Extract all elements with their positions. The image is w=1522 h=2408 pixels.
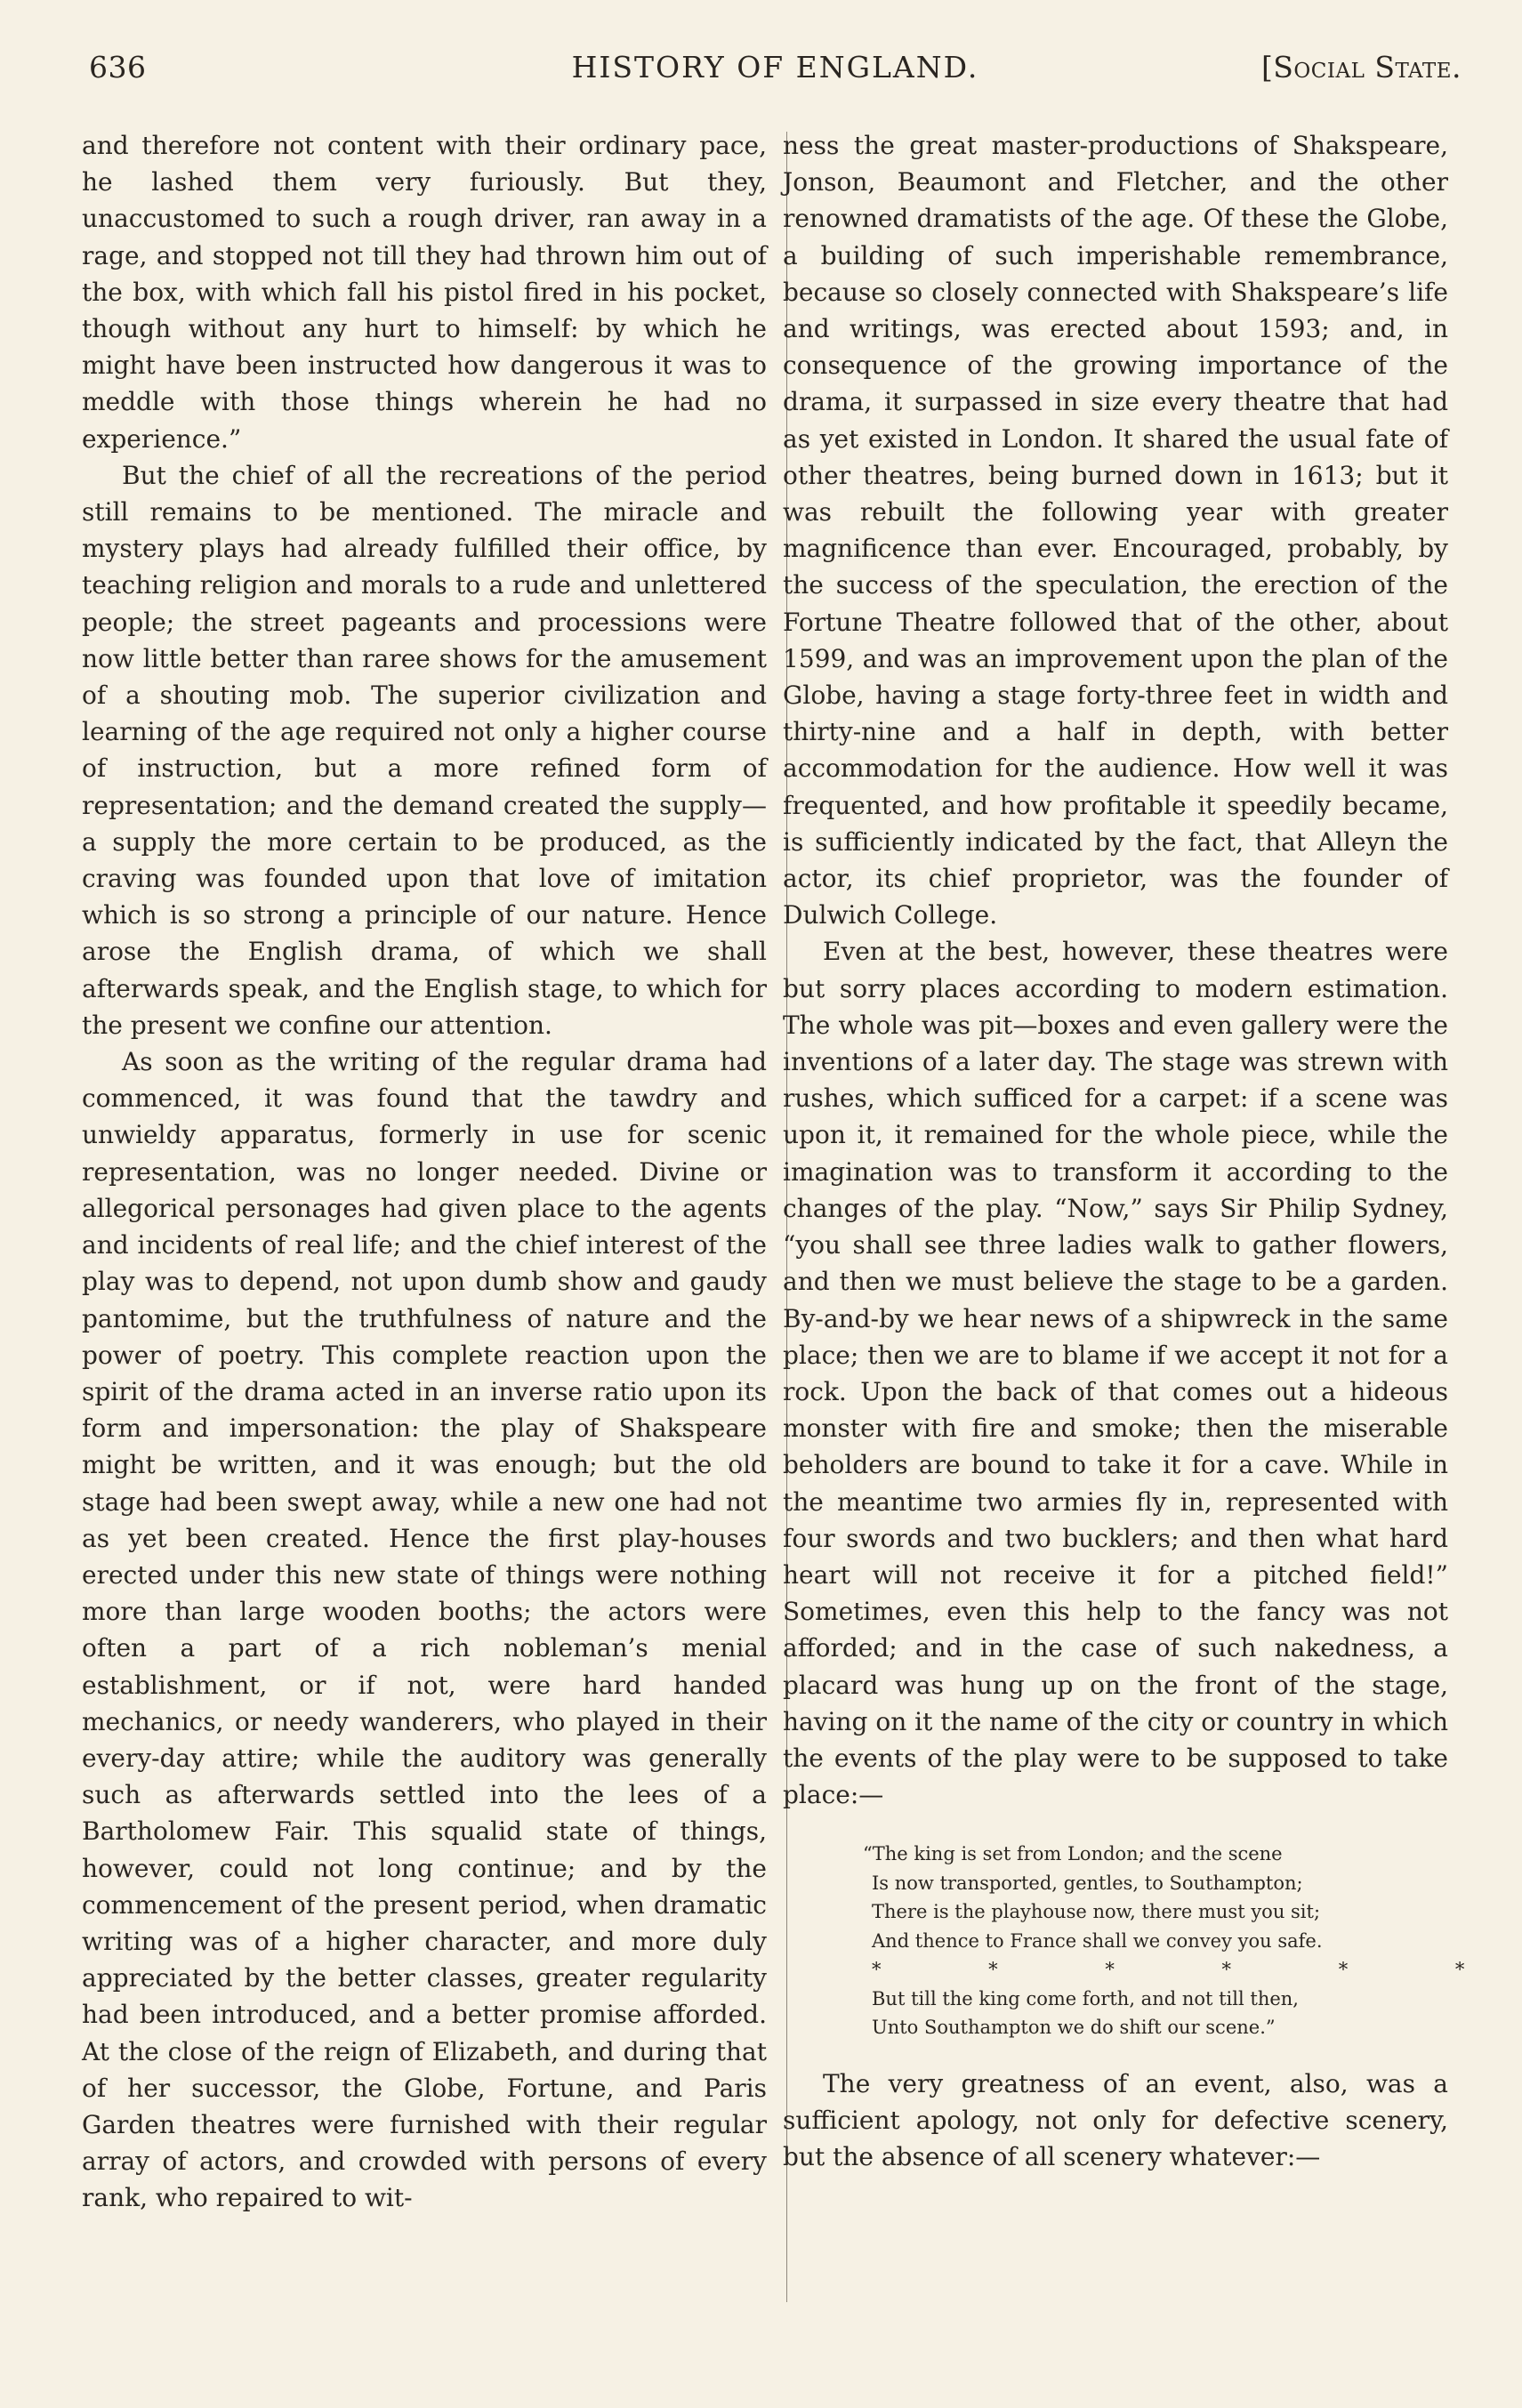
left-column	[82, 127, 767, 2217]
quote-line: There is the playhouse now, there must you sit;	[872, 1901, 1321, 1923]
section-label: [Social State.	[1260, 50, 1462, 85]
left-paragraph-drama: As soon as the writing of the regular drama had commenced, it was found that the tawdry and unwieldy apparatus, formerly in use for scenic representation, was no longer needed. Divine or allegorical personages had given place to the agents and incidents of real life; and the chief interest of the play was to depend, not upon dumb show and gaudy pantomime, but the truthfulness of nature and the power of poetry. This complete reaction upon the spirit of the drama acted in an inverse ratio upon its form and impersonation: the play of Shakspeare might be written, and it was enough; but the old stage had been swept away, while a new one had not as yet been created. Hence the first play-houses erected under this new state of things were nothing more than large wooden booths; the actors were often a part of a rich nobleman’s menial establishment, or if not, were hard handed mechanics, or needy wanderers, who played in their every-day attire; while the auditory was generally such as afterwards settled into the lees of a Bartholomew Fair. This squalid state of things, however, could not long continue; and by the commencement of the present period, when dramatic writing was of a higher character, and more duly appreciated by the better classes, greater regularity had been introduced, and a better promise afforded. At the close of the reign of Elizabeth, and during that of her successor, the Globe, Fortune, and Paris Garden theatres were furnished with their regular array of actors, and crowded with persons of every rank, who repaired to wit-	[82, 1047, 767, 2213]
quote-line: But till the king come forth, and not till then,	[872, 1987, 1299, 2009]
verse-quotation	[863, 1840, 1516, 2042]
quote-ellipsis-stars: * * * * * *	[872, 1959, 1516, 1981]
quote-line: Unto Southampton we do shift our scene.”	[872, 2017, 1276, 2039]
page-number: 636	[89, 50, 147, 85]
left-paragraph-recreations: But the chief of all the recreations of the period still remains to be mentioned. The miracle and mystery plays had already fulfilled their office, by teaching religion and morals to a rude and unlettered people; the street pageants and processions were now little better than raree shows for the amusement of a shouting mob. The superior civilization and learning of the age required not only a higher course of instruction, but a more refined form of representation; and the demand created the supply—a supply the more certain to be produced, as the craving was founded upon that love of imitation which is so strong a principle of our nature. Hence arose the English drama, of which we shall afterwards speak, and the English stage, to which for the present we confine our attention.	[82, 460, 767, 1040]
quote-line: “The king is set from London; and the scene	[863, 1843, 1283, 1865]
right-paragraph-theatres: ness the great master-productions of Shakspeare, Jonson, Beaumont and Fletcher, and the other renowned dramatists of the age. Of these the Globe, a building of such imperishable remembrance, because so closely connected with Shakspeare’s life and writings, was erected about 1593; and, in consequence of the growing importance of the drama, it surpassed in size every theatre that had as yet existed in London. It shared the usual fate of other theatres, being burned down in 1613; but it was rebuilt the following year with greater magnificence than ever. Encouraged, probably, by the success of the speculation, the erection of the Fortune Theatre followed that of the other, about 1599, and was an improvement upon the plan of the Globe, having a stage forty-three feet in width and thirty-nine and a half in depth, with better accommodation for the audience. How well it was frequented, and how profitable it speedily became, is sufficiently indicated by the fact, that Alleyn the actor, its chief proprietor, was the founder of Dulwich College.	[783, 131, 1448, 930]
right-paragraph-stage: Even at the best, however, these theatres were but sorry places according to modern estimation. The whole was pit—boxes and even gallery were the inventions of a later day. The stage was strewn with rushes, which sufficed for a carpet: if a scene was upon it, it remained for the whole piece, while the imagination was to transform it according to the changes of the play. “Now,” says Sir Philip Sydney, “you shall see three ladies walk to gather flowers, and then we must believe the stage to be a garden. By-and-by we hear news of a shipwreck in the same place; then we are to blame if we accept it not for a rock. Upon the back of that comes out a hideous monster with fire and smoke; then the miserable beholders are bound to take it for a cave. While in the meantime two armies fly in, represented with four swords and two bucklers; and then what hard heart will not receive it for a pitched field!” Sometimes, even this help to the fancy was not afforded; and in the case of such nakedness, a placard was hung up on the front of the stage, having on it the name of the city or country in which the events of the play were to be supposed to take place:—	[783, 937, 1448, 1810]
running-title: HISTORY OF ENGLAND.	[571, 50, 979, 85]
quote-line: Is now transported, gentles, to Southampton;	[872, 1872, 1303, 1894]
quote-line: And thence to France shall we convey you safe.	[872, 1929, 1323, 1952]
right-column	[783, 127, 1516, 2175]
running-header	[89, 50, 1462, 94]
left-paragraph-continued: and therefore not content with their ordinary pace, he lashed them very furiously. But they, unaccustomed to such a rough driver, ran away in a rage, and stopped not till they had thrown him out of the box, with which fall his pistol fired in his pocket, though without any hurt to himself: by which he might have been instructed how dangerous it was to meddle with those things wherein he had no experience.”	[82, 131, 767, 454]
right-paragraph-scenery: The very greatness of an event, also, was a sufficient apology, not only for defective scenery, but the absence of all scenery whatever:—	[783, 2068, 1448, 2172]
